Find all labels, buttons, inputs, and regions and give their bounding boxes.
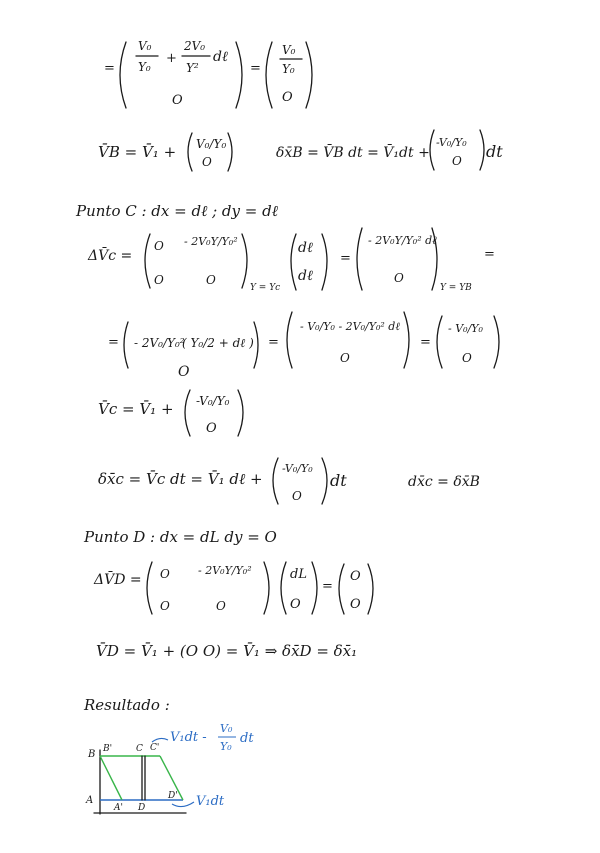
paren-left xyxy=(147,562,152,614)
vector-bottom: O xyxy=(206,421,217,436)
equals-sign: = xyxy=(108,335,119,350)
paren-right xyxy=(254,322,258,368)
paren-left xyxy=(188,133,192,171)
paren-right xyxy=(238,390,243,436)
left-side xyxy=(100,756,122,800)
label-c-prime: C' xyxy=(150,743,160,753)
zero-entry: O xyxy=(178,364,190,380)
label-a: A xyxy=(86,795,94,806)
paren-right xyxy=(322,458,327,504)
paren-left xyxy=(287,312,292,368)
final-top: - V₀/Y₀ xyxy=(448,322,483,335)
paren-left xyxy=(273,458,278,504)
paren-right xyxy=(312,562,317,614)
dxb-equation: δx̄B = V̄B dt = V̄₁dt + xyxy=(276,145,430,161)
label-b-prime: B' xyxy=(103,744,113,754)
matrix-entry: O xyxy=(206,273,216,287)
eq-block-6 xyxy=(98,390,243,436)
equals-sign: = xyxy=(340,251,351,266)
paren-left xyxy=(124,322,128,368)
equals-sign: = xyxy=(268,335,279,350)
matrix-entry: O xyxy=(154,239,164,253)
result-bottom: O xyxy=(340,351,350,365)
paren-left xyxy=(430,130,434,170)
frac2-den: Y² xyxy=(186,61,199,75)
frac2-num: 2V₀ xyxy=(184,39,206,53)
bottom-annotation: V₁dt xyxy=(196,794,225,809)
vector-bottom: O xyxy=(452,154,462,168)
paren-right xyxy=(242,234,247,288)
matrix-entry: - 2V₀Y/Y₀² xyxy=(184,235,238,248)
equals-sign: = xyxy=(322,579,333,594)
zero-entry: O xyxy=(172,93,183,108)
result-num: V₀ xyxy=(282,43,296,57)
matrix-entry: O xyxy=(154,273,164,287)
top-annotation-num: V₀ xyxy=(220,722,233,735)
equals-sign: = xyxy=(250,61,261,76)
eq-block-7 xyxy=(98,458,480,504)
matrix-entry: - 2V₀Y/Y₀² xyxy=(198,564,252,577)
paren-left xyxy=(291,234,296,290)
matrix-entry: O xyxy=(216,599,226,613)
matrix-entry: O xyxy=(160,567,170,581)
top-annotation-dt: dt xyxy=(240,731,254,746)
result-den: Y₀ xyxy=(282,62,295,76)
equals-sign: = xyxy=(104,61,115,76)
matrix-entry: O xyxy=(160,599,170,613)
paren-left xyxy=(145,234,150,288)
paren-right xyxy=(322,234,327,290)
vector-entry: dℓ xyxy=(298,268,313,284)
dxc-equals-dxb: dx̄c = δx̄B xyxy=(408,474,480,490)
eq-block-4 xyxy=(87,228,495,293)
plus-sign: + xyxy=(166,51,177,66)
punto-c-heading: Punto C : dx = dℓ ; dy = dℓ xyxy=(76,202,278,220)
resultado-heading: Resultado : xyxy=(84,696,170,714)
delta-vc-lhs: ΔV̄c = xyxy=(88,248,133,264)
eq-block-1 xyxy=(104,39,312,108)
label-b: B xyxy=(88,749,96,760)
eq-block-5 xyxy=(108,312,499,380)
result-entry: O xyxy=(350,597,361,612)
equals-sign: = xyxy=(484,247,495,262)
label-d-prime: D' xyxy=(168,791,178,801)
vector-bottom: O xyxy=(292,489,302,503)
vector-top: -V₀/Y₀ xyxy=(436,136,467,149)
paren-right xyxy=(480,130,484,170)
vector-entry: O xyxy=(290,597,301,612)
dxc-equation: δx̄c = V̄c dt = V̄₁ dℓ + xyxy=(98,470,263,488)
paren-left xyxy=(339,564,344,614)
top-annotation: V₁dt - xyxy=(170,730,207,745)
result-bottom: O xyxy=(394,271,404,285)
vc-equation: V̄c = V̄₁ + xyxy=(98,400,174,418)
result-top: - V₀/Y₀ - 2V₀/Y₀² dℓ xyxy=(300,320,400,333)
eq-block-2 xyxy=(98,130,503,171)
subscript: Y = YB xyxy=(440,283,472,293)
vector-top: -V₀/Y₀ xyxy=(196,394,230,408)
label-c: C xyxy=(136,744,143,754)
vector-bottom: O xyxy=(202,155,212,169)
frac1-num: V₀ xyxy=(138,39,152,53)
paren-right xyxy=(228,133,232,171)
paren-right xyxy=(306,42,312,108)
top-annotation-den: Y₀ xyxy=(220,740,232,753)
paren-right xyxy=(494,316,499,368)
result-entry: O xyxy=(350,569,361,584)
zero-entry: O xyxy=(282,90,293,105)
paren-right xyxy=(236,42,242,108)
paren-left xyxy=(120,42,126,108)
delta-vd-lhs: ΔV̄D = xyxy=(94,572,142,588)
paren-left xyxy=(266,42,272,108)
annotation-arrow-bottom xyxy=(172,802,194,807)
dl-term: dℓ xyxy=(213,49,228,65)
dt-term: dt xyxy=(486,142,503,161)
equals-sign: = xyxy=(420,335,431,350)
paren-left xyxy=(357,228,362,290)
dt-term: dt xyxy=(330,471,347,490)
vector-entry: dℓ xyxy=(298,240,313,256)
subscript: Y = Yc xyxy=(250,283,281,293)
paren-right xyxy=(404,312,409,368)
paren-left xyxy=(185,390,190,436)
vb-equation: V̄B = V̄₁ + xyxy=(98,143,177,161)
annotation-arrow-top xyxy=(152,738,168,742)
parenthetical: ( Y₀/2 + dℓ ) xyxy=(182,336,254,350)
frac1-den: Y₀ xyxy=(138,60,151,74)
deformation-diagram xyxy=(85,722,254,814)
eq-block-9 xyxy=(93,562,373,614)
vector-top: -V₀/Y₀ xyxy=(282,462,313,475)
coefficient: - 2V₀/Y₀² xyxy=(134,336,185,350)
vd-equation: V̄D = V̄₁ + (O O) = V̄₁ ⇒ δx̄D = δx̄₁ xyxy=(96,642,358,660)
paren-right xyxy=(264,562,269,614)
paren-left xyxy=(281,562,286,614)
final-bottom: O xyxy=(462,351,472,365)
result-top: - 2V₀Y/Y₀² dℓ xyxy=(368,234,437,247)
label-a-prime: A' xyxy=(114,803,123,813)
vector-top: V₀/Y₀ xyxy=(196,137,227,151)
punto-d-heading: Punto D : dx = dL dy = O xyxy=(84,528,277,546)
label-d: D xyxy=(138,803,146,813)
paren-right xyxy=(368,564,373,614)
paren-left xyxy=(437,316,442,368)
vector-entry: dL xyxy=(290,567,307,582)
